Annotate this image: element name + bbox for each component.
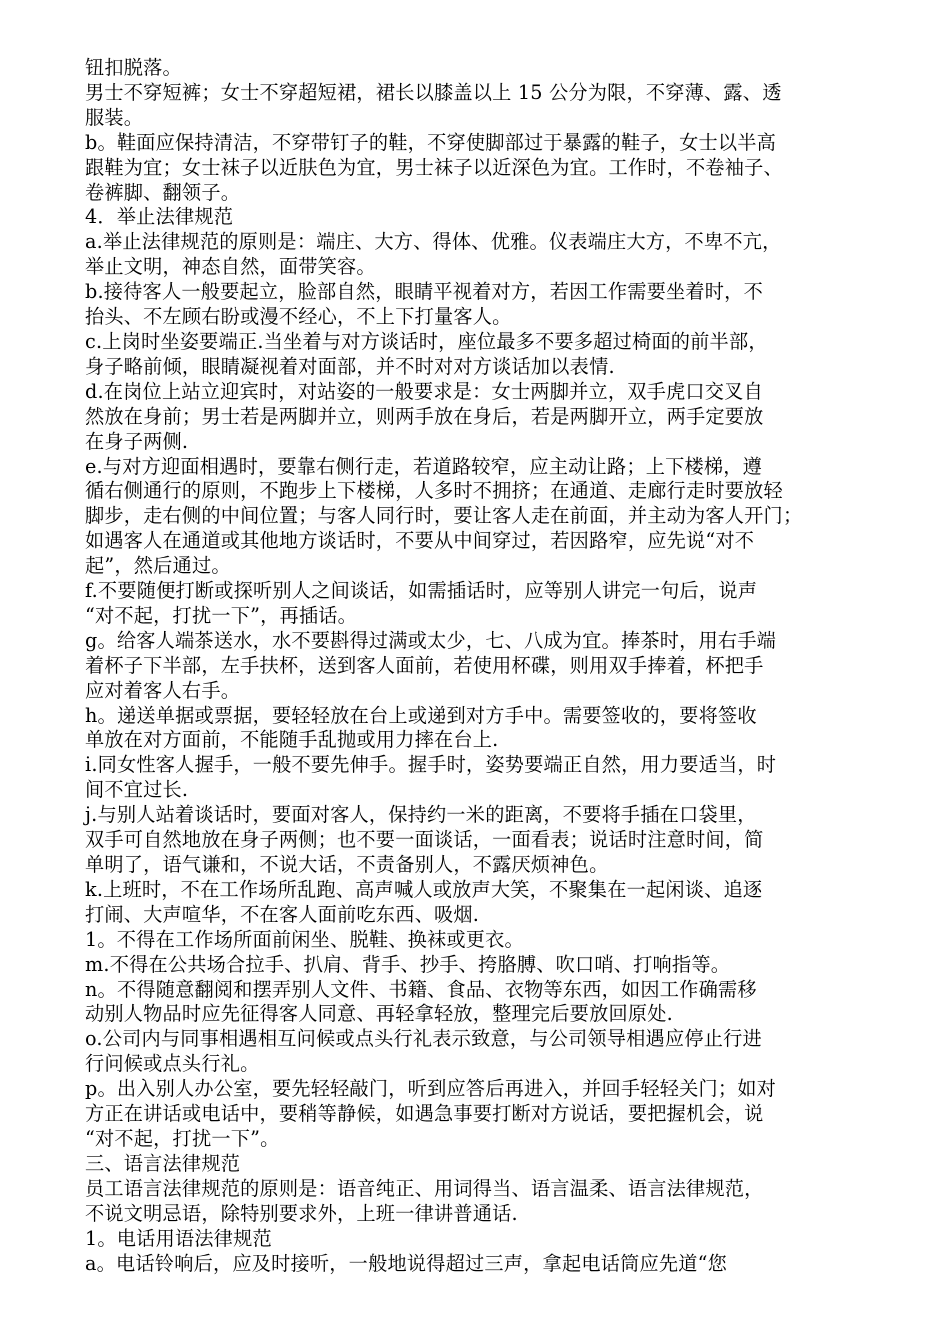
paragraph-g-serving-tea: g。给客人端茶送水，水不要斟得过满或太少，七、八成为宜。捧茶时，用右手端 着杯子下半部，左手扶杯，送到客人面前，若使用杯碟，则用双手捧着，杯把手 应对着客人右手。 [85,628,777,702]
paragraph-m-public: m.不得在公共场合拉手、扒肩、背手、抄手、挎胳膊、吹口哨、打响指等。 [85,952,731,976]
paragraph-c-sitting: c.上岗时坐姿要端正.当坐着与对方谈话时，座位最多不要多超过椅面的前半部， 身子略前倾，眼睛凝视着对面部，并不时对对方谈话加以表情. [85,329,768,378]
paragraph-o-greeting: o.公司内与同事相遇相互问候或点头行礼表示致意，与公司领导相遇应停止行进 行问候或点头行礼。 [85,1027,762,1076]
paragraph-j-conversation: j.与别人站着谈话时，要面对客人，保持约一米的距离，不要将手插在口袋里， 双手可自然地放在身子两侧；也不要一面谈话，一面看表；说话时注意时间，简 单明了，语气谦和，不说大话，不责备别人，不露厌烦神色。 [85,803,764,876]
subsection-heading-phone: 1。电话用语法律规范 [85,1226,272,1250]
paragraph-b-shoes: b。鞋面应保持清洁，不穿带钉子的鞋，不穿使脚部过于暴露的鞋子，女士以半高 跟鞋为宜；女士袜子以近肤色为宜，男士袜子以近深色为宜。工作时，不卷袖子、 卷裤脚、翻领子。 [85,130,783,204]
paragraph-language-principles: 员工语言法律规范的原则是：语音纯正、用词得当、语言温柔、语言法律规范， 不说文明忌语，除特别要求外，上班一律讲普通话. [85,1176,764,1225]
paragraph-i-handshake: i.同女性客人握手，一般不要先伸手。握手时，姿势要端正自然，用力要适当，时 间不宜过长. [85,753,777,802]
section-heading-behavior: 4．举止法律规范 [85,205,234,229]
document-page [85,56,895,1276]
paragraph-b-receiving-guests: b.接待客人一般要起立，脸部自然，眼睛平视着对方，若因工作需要坐着时，不 抬头、不左顾右盼或漫不经心，不上下打量客人。 [85,280,763,329]
section-heading-language: 三、语言法律规范 [85,1151,241,1175]
paragraph-k-workplace: k.上班时，不在工作场所乱跑、高声喊人或放声大笑，不聚集在一起闲谈、追逐 打闹、大声喧华，不在客人面前吃东西、吸烟. [85,877,763,926]
paragraph-d-standing: d.在岗位上站立迎宾时，对站姿的一般要求是：女士两脚并立，双手虎口交叉自 然放在身前；男士若是两脚并立，则两手放在身后，若是两脚开立，两手定要放 在身子两侧. [85,379,764,453]
paragraph-button-fallen: 钮扣脱落。 [85,56,182,79]
paragraph-e-walking: e.与对方迎面相遇时，要靠右侧行走，若道路较窄，应主动让路；上下楼梯，遵 循右侧通行的原则，不跑步上下楼梯，人多时不拥挤；在通道、走廊行走时要放轻 脚步，走右侧的中间位置；与客人同行时，要让客人走在前面，并主动为客人开门； 如遇客人在通道或其他地方谈话时，不要从中间穿过，若因路窄，应先说“对不 起”，然后通过。 [85,454,803,578]
paragraph-n-belongings: n。不得随意翻阅和摆弄别人文件、书籍、食品、衣物等东西，如因工作确需移 动别人物品时应先征得客人同意、再轻拿轻放，整理完后要放回原处. [85,977,757,1026]
paragraph-p-office: p。出入别人办公室，要先轻轻敲门，听到应答后再进入，并回手轻轻关门；如对 方正在讲话或电话中，要稍等静候，如遇急事要打断对方说话，要把握机会，说 “对不起，打扰一下”。 [85,1077,777,1150]
paragraph-h-documents: h。递送单据或票据，要轻轻放在台上或递到对方手中。需要签收的，要将签收 单放在对方面前，不能随手乱抛或用力摔在台上. [85,703,757,752]
paragraph-a-principles: a.举止法律规范的原则是：端庄、大方、得体、优雅。仪表端庄大方，不卑不亢， 举止文明，神态自然，面带笑容。 [85,230,782,279]
paragraph-l-idle: 1。不得在工作场所面前闲坐、脱鞋、换袜或更衣。 [85,927,524,951]
paragraph-f-interrupting: f.不要随便打断或探听别人之间谈话，如需插话时，应等别人讲完一句后，说声 “对不起，打扰一下”，再插话。 [85,579,758,627]
paragraph-dress-rules: 男士不穿短裤；女士不穿超短裙，裙长以膝盖以上 15 公分为限，不穿薄、露、透 服装。 [85,80,782,129]
paragraph-a-phone-ring: a。电话铃响后，应及时接听，一般地说得超过三声，拿起电话筒应先道“您 [85,1251,728,1275]
